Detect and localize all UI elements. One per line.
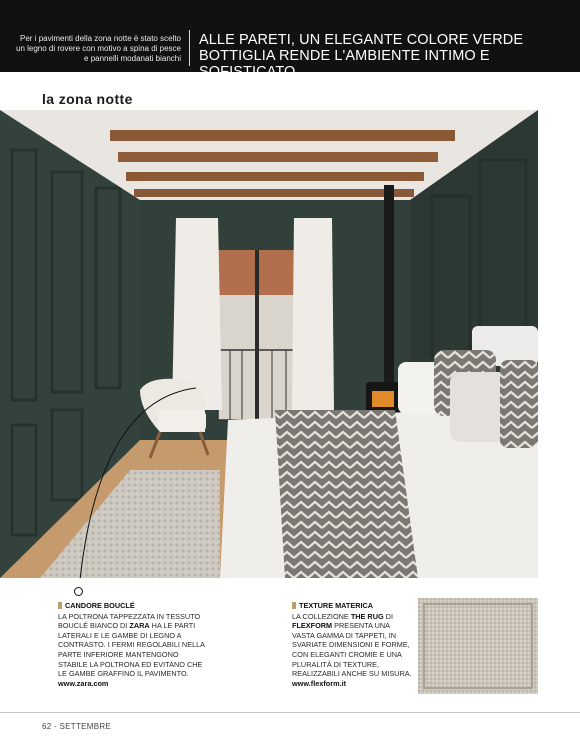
caption-armchair-text-1: LA POLTRONA TAPPEZZATA IN TESSUTO BOUCLÉ BIANCO DI (58, 611, 201, 631)
caption-rug-text-3: PRESENTA UNA VASTA GAMMA DI TAPPETI, IN SVARIATE DIMENSIONI E FORME, CON ELEGANTI CROMIE E UNA PLURALITÀ DI TEXTURE, REALIZZABILI ANCHE SU MISURA. (292, 621, 412, 679)
caption-rug (292, 601, 412, 688)
header-divider (189, 30, 190, 66)
bedroom-photo-illustration (0, 110, 538, 578)
caption-rug-brand: THE RUG (350, 611, 384, 621)
caption-marker (58, 602, 62, 609)
rug-thumbnail-illustration (418, 598, 538, 694)
header-bar (0, 0, 580, 80)
caption-rug-title (292, 601, 412, 611)
callout-dot (74, 587, 83, 596)
caption-rug-url[interactable]: www.flexform.it (292, 678, 347, 688)
header-headline: ALLE PARETI, UN ELEGANTE COLORE VERDE BOTTIGLIA RENDE L'AMBIENTE INTIMO E SOFISTICATO (199, 32, 524, 80)
caption-rug-brand2: FLEXFORM (292, 621, 333, 631)
caption-rug-text-2: DI (383, 611, 393, 621)
rug-thumbnail (418, 598, 538, 694)
caption-armchair-title-text: CANDORE BOUCLÉ (65, 601, 135, 610)
caption-armchair-text-2: HA LE PARTI LATERALI E LE GAMBE DI LEGNO A CONTRASTO. I FERMI REGOLABILI NELLA PARTE INFERIORE MANTENGONO STABILE LA POLTRONA ED EVITANO CHE LE GAMBE GRAFFINO IL PAVIMENTO. (58, 621, 205, 679)
caption-marker (292, 602, 296, 609)
caption-rug-title-text: TEXTURE MATERICA (299, 601, 374, 610)
footer-divider (0, 712, 580, 713)
caption-armchair (58, 601, 208, 688)
bedroom-photo (0, 110, 538, 578)
caption-armchair-url[interactable]: www.zara.com (58, 678, 109, 688)
header-intro-text: Per i pavimenti della zona notte è stato scelto un legno di rovere con motivo a spina di pesce e pannelli modanati bianchi (16, 34, 181, 63)
page-number: 62 - SETTEMBRE (42, 722, 112, 731)
caption-armchair-brand: ZARA (129, 621, 150, 631)
section-title: la zona notte (42, 91, 133, 107)
caption-rug-text-1: LA COLLEZIONE (292, 611, 351, 621)
caption-armchair-title (58, 601, 208, 611)
